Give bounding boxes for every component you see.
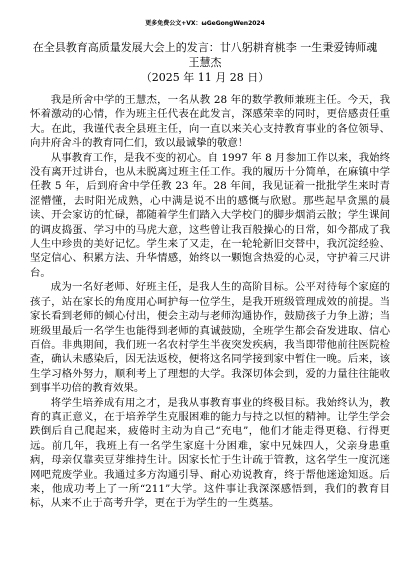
- paragraph-1: 我是所舍中学的王慧杰，一名从教 28 年的数学教师兼班主任。今天，我怀着激动的心情，作为班主任代表在此发言，深感荣幸的同时，更倍感责任重大。在此，我谨代表全县班主任，向一直以来关心支持教育事业的各位领导、向井府舍斗的教育同仁们，致以最诚挚的敬意！: [30, 94, 390, 150]
- document-title: 在全县教育高质量发展大会上的发言：廿八躬耕育桃李 一生秉爱铸师魂: [32, 41, 378, 54]
- paragraph-2: 从事教育工作，是我不变的初心。自 1997 年 8 月参加工作以来，我始终没有离开过讲台，也从未脱离过班主任工作。我的履历十分简单，在麻镇中学任教 5 年，后到府舍中学任教 23 年。28 年间，我见证着一批批学生来时青涩懵懂，去时阳光成熟，心中满是说不出的感慨与欣慰。那些起早贪黑的晨读、开会家访的忙碌，都随着学生们踏入大学校门的脚步烟消云散；学生课间的调皮捣蛋、学习中的马虎大意，这些曾让我百般操心的日常，如今都成了我人生中珍贵的美好记忆。学生来了又走，在一轮轮新旧交替中，我沉淀经验、坚定信心、积累方法、升华情感，始终以一颗饱含热爱的心灵，守护着三尺讲台。: [30, 151, 390, 279]
- paragraph-3: 成为一名好老师、好班主任，是我人生的高阶目标。公平对待每个家庭的孩子，站在家长的角度用心呵护每一位学生，是我开班级管理成效的前提。当家长看到老师的倾心付出，便会主动与老师沟通协作，鼓励孩子力争上游；当班级里最后一名学生也能得到老师的真诚鼓励，全班学生都会奋发进取、信心百倍。非典期间，我们班一名农村学生半夜突发疾病，我当即带他前往医院检查，确认未感染后，因无法返校，便将这名同学接到家中暂住一晚。后来，该生学习格外努力，顺利考上了理想的大学。我深切体会到，爱的力量往往能收到事半功倍的教育效果。: [30, 281, 390, 395]
- title-block: [18, 40, 392, 85]
- paragraph-4: 将学生培养成有用之才，是我从事教育事业的终极目标。我始终认为，教育的真正意义，在于培养学生克服困难的能力与持之以恒的精神。让学生学会跌倒后自己爬起来，疲倦时主动为自己“充电”，他们才能走得更稳、行得更远。前几年，我班上有一名学生家庭十分困难，家中兄妹四人，父亲身患重病，母亲仅靠卖豆芽维持生计。因家长忙于生计疏于管教，这名学生一度沉迷网吧荒废学业。我通过多方沟通引导、耐心劝说教育，终于帮他迷途知返。后来，他成功考上了一所“211”大学。这件事让我深深感悟到，我们的教育目标，从来不止于高考升学，更在于为学生的一生奠基。: [30, 396, 390, 510]
- header-note: 更多免费公文+VX：ωGeGongWen2024: [145, 20, 265, 27]
- document-date: （2025 年 11 月 28 日）: [140, 71, 270, 84]
- body-text: [30, 93, 390, 511]
- speaker-name: 王慧杰: [188, 56, 222, 69]
